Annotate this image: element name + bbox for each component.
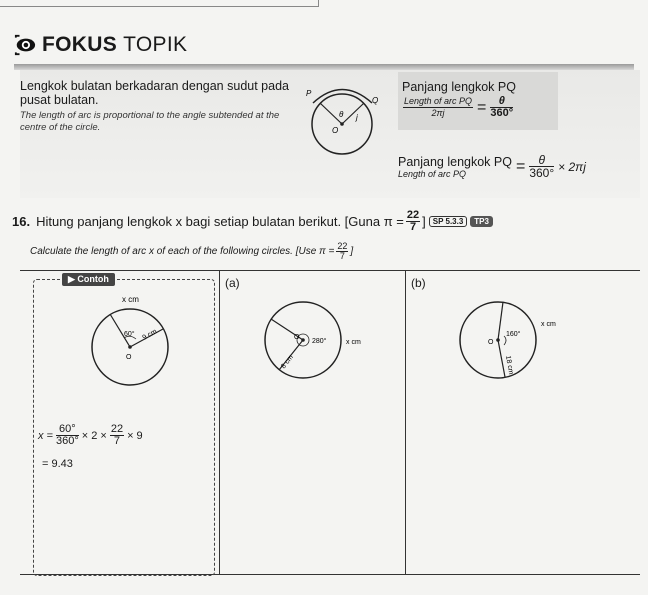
formula2-lhs: Panjang lengkok PQ	[398, 154, 512, 169]
example-arc-label: x cm	[122, 295, 139, 304]
formula1-title: Panjang lengkok PQ	[402, 80, 516, 94]
formula2-equals: =	[515, 157, 526, 175]
part-b-center-label: O	[488, 339, 494, 346]
part-b-angle-label: 160°	[506, 331, 521, 338]
work-rest1: × 2 ×	[81, 429, 107, 442]
formula2-tail: × 2πj	[558, 159, 586, 174]
question-text-en: Calculate the length of arc x of each of the following circles. [Use π =	[30, 246, 335, 257]
pi-denominator-en: 7	[339, 251, 345, 261]
concept-statement-en: The length of arc is proportional to the angle subtended at the centre of the circle.	[20, 110, 280, 133]
work-angle-den: 360°	[55, 435, 79, 447]
concept-statement-ms: Lengkok bulatan berkadaran dengan sudut pada pusat bulatan.	[20, 79, 289, 107]
center-o-label: O	[332, 126, 339, 135]
formula1-rden: 360°	[490, 107, 514, 119]
part-a-circle-diagram	[258, 292, 368, 392]
formula1-rnum: θ	[490, 96, 513, 108]
question-16	[12, 210, 493, 233]
pi-denominator: 7	[409, 221, 417, 233]
work-pi-num: 22	[110, 423, 124, 435]
part-b-arc-label: x cm	[541, 321, 556, 328]
question-en-close-bracket: ]	[350, 246, 354, 257]
tp-badge: TP3	[470, 216, 493, 227]
header-title: FOKUS TOPIK	[42, 33, 188, 56]
question-16-en	[30, 242, 353, 261]
point-q-label: Q	[372, 96, 379, 105]
radius-j-label: j	[356, 113, 358, 122]
work-rest2: × 9	[127, 429, 143, 442]
eye-icon	[14, 34, 36, 56]
formula1-equals: =	[477, 98, 487, 116]
work-pi-den: 7	[113, 435, 121, 447]
pi-numerator: 22	[406, 209, 420, 221]
point-p-label: P	[306, 89, 312, 98]
part-a-angle-label: 280°	[312, 338, 327, 345]
example-radius-label: 9 cm	[141, 328, 159, 342]
formula1-numerator: Length of arc PQ	[404, 96, 473, 106]
formula2-num: θ	[529, 154, 554, 167]
theta-label: θ	[339, 110, 344, 119]
sp-badge: SP 5.3.3	[429, 216, 468, 227]
grid-divider-1	[219, 270, 220, 575]
part-a-center-label: O	[294, 334, 300, 341]
question-text-ms: Hitung panjang lengkok x bagi setiap bulatan berikut. [Guna π =	[36, 214, 404, 229]
part-a-label: (a)	[225, 276, 240, 290]
part-b-radius-label: 18 cm	[504, 355, 515, 376]
part-a-arc-label: x cm	[346, 339, 361, 346]
part-a-radius-label: 8 cm	[280, 353, 295, 371]
work-x: x =	[38, 429, 53, 442]
top-box-edge	[0, 0, 319, 7]
part-b-circle-diagram	[448, 292, 568, 392]
example-working-line1	[38, 424, 143, 447]
example-working-line2: = 9.43	[42, 458, 73, 470]
contoh-label: ▶ Contoh	[62, 273, 115, 286]
work-angle-num: 60°	[56, 424, 79, 436]
example-center-label: O	[126, 354, 132, 361]
question-close-bracket: ]	[422, 214, 426, 229]
section-header	[14, 33, 187, 57]
grid-divider-2	[405, 270, 406, 575]
concept-circle-diagram	[300, 78, 384, 170]
formula2	[398, 154, 586, 179]
pi-numerator-en: 22	[337, 241, 348, 251]
formula2-den: 360°	[529, 166, 555, 180]
formula2-lhs-en: Length of arc PQ	[398, 168, 467, 179]
formula1-denominator: 2πj	[431, 108, 445, 118]
question-number: 16.	[12, 214, 31, 229]
formula1	[403, 96, 513, 119]
example-angle-label: 60°	[124, 331, 135, 338]
example-circle-diagram	[80, 292, 180, 392]
grid-top-line	[20, 270, 640, 271]
part-b-label: (b)	[411, 276, 426, 290]
